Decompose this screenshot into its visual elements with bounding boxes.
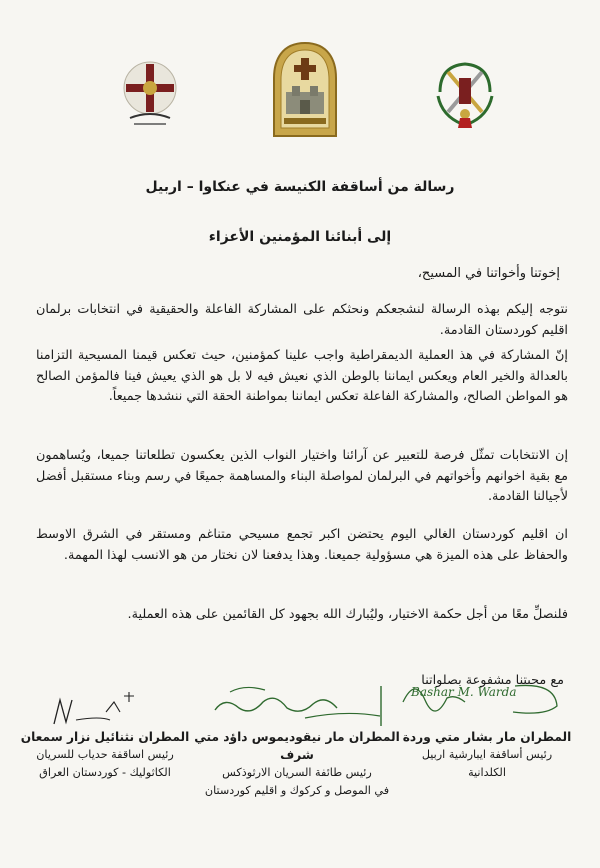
closing-line: مع محبتنا مشفوعة بصلواتنا	[421, 673, 564, 688]
greeting: إخوتنا وأخواتنا في المسيح،	[417, 266, 560, 281]
church-seal-icon	[270, 40, 340, 140]
signer-name: المطران مار بشار متي وردة	[402, 730, 572, 744]
letter-title: رسالة من أساقفة الكنيسة في عنكاوا – اربيل	[145, 179, 455, 195]
signer-title: رئيس طائفة السريان الارثوذكس	[222, 766, 372, 779]
crossed-keys-emblem-icon	[432, 58, 498, 130]
cross-emblem-icon	[120, 58, 180, 128]
signature-nicodemus-sharaf	[205, 680, 405, 730]
paragraph-2: إنّ المشاركة في هذ العملية الديمقراطية واجب علينا كمؤمنين، حيث تعكس قيمنا المسيحية التزامنا بالعدالة والخير العام ويعكس ايماننا بالوطن الذي نعيش فيه لا بل هو الذي يعيش فينا فالمؤمن الصالح هو المواطن الصالح، والمشاركة الفاعلة تعكس ايماننا بمواطنة الحقة التي ننشدها جميعاً.	[36, 348, 568, 404]
paragraph-5: فلنصلِّ معًا من أجل حكمة الاختيار، وليُبارك الله بجهود كل القائمين على هذه العملية.	[127, 607, 568, 622]
signature-block-sharaf	[192, 728, 402, 800]
svg-text:Bashar M. Warda: Bashar M. Warda	[411, 685, 517, 699]
signature-nathaniel-semaan	[40, 690, 150, 730]
signature-block-warda	[402, 728, 572, 782]
signer-title: رئيس اساقفة حدياب للسريان	[36, 748, 174, 761]
signature-block-semaan	[15, 728, 195, 782]
paragraph-4: ان اقليم كوردستان الغالي اليوم يحتضن اكبر تجمع مسيحي متناغم ومستقر في الشرق الاوسط والحفاظ على هذه الميزة هي مسؤولية جميعنا. وهذا يدفعنا لان نختار من هو الانسب لهذا المهمة.	[36, 527, 568, 563]
letter-subtitle: إلى أبنائنا المؤمنين الأعزاء	[208, 229, 392, 245]
signer-name: المطران مار نيقوديموس داؤد متي شرف	[194, 730, 400, 762]
signature-bashar-warda	[395, 672, 570, 722]
signer-title: رئيس أساقفة ايبارشية اربيل	[421, 748, 553, 761]
paragraph-1: نتوجه إليكم بهذه الرسالة لنشجعكم ونحثكم على المشاركة الفاعلة والحقيقية في انتخابات برلمان اقليم كوردستان القادمة.	[36, 302, 568, 338]
signer-name: المطران نثنائيل نزار سمعان	[20, 730, 190, 744]
signer-title-2: الكاثوليك - كوردستان العراق	[39, 766, 171, 779]
signer-title-2: الكلدانية	[468, 766, 506, 779]
paragraph-3: إن الانتخابات تمثّل فرصة للتعبير عن آرائنا واختيار النواب الذين يعكسون تطلعاتنا جميعا، ويُساهمون مع بقية اخوانهم وأخواتهم في البرلمان لمواصلة البناء والمساهمة جميعًا في رسم وبناء مستقبل أفضل لأجيالنا القادمة.	[36, 448, 568, 504]
signer-title-2: في الموصل و كركوك و اقليم كوردستان	[204, 784, 390, 797]
